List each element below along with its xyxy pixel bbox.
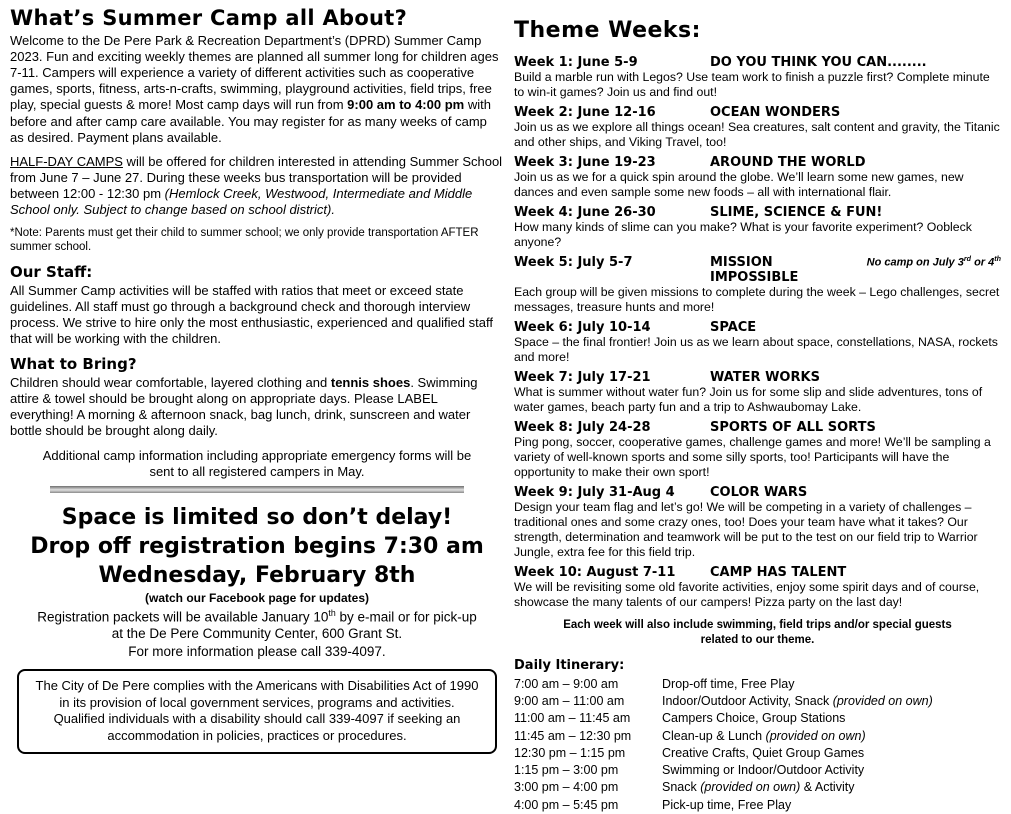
week-description: Each group will be given missions to complete during the week – Lego challenges, secret messages, treasure hunts and more! — [514, 285, 1000, 314]
week-description: We will be revisiting some old favorite activities, enjoy some spirit days and of course, showcase the many talents of our campers! Pizza party on the last day! — [514, 580, 980, 609]
week-description: Join us as we explore all things ocean! Sea creatures, salt content and gravity, the Titanic and other ships, and Viking Travel, too! — [514, 120, 1000, 149]
about-title: What’s Summer Camp all About? — [10, 6, 408, 30]
itinerary-activity: Snack (provided on own) & Activity — [662, 780, 855, 795]
week-header — [514, 485, 1001, 500]
week-description: Build a marble run with Legos? Use team work to finish a puzzle first? Complete minute to win-it games? Join us and find out! — [514, 70, 990, 99]
week-description: Space – the final frontier! Join us as we learn about space, constellations, NASA, rockets and more! — [514, 335, 998, 364]
itinerary-time: 3:00 pm – 4:00 pm — [514, 780, 619, 795]
itinerary-row — [514, 779, 1001, 796]
week-description: How many kinds of slime can you make? What is your favorite experiment? Oobleck anyone? — [514, 220, 972, 249]
theme-weeks-title: Theme Weeks: — [514, 18, 701, 43]
itinerary-activity: Clean-up & Lunch (provided on own) — [662, 728, 866, 743]
week-label: Week 2: June 12-16 — [514, 105, 656, 120]
week-theme: WATER WORKS — [710, 370, 820, 385]
additional-info: Additional camp information including appropriate emergency forms will be sent to all registered campers in May. — [42, 447, 472, 479]
itinerary-row — [514, 728, 1001, 745]
week-label: Week 7: July 17-21 — [514, 370, 651, 385]
itinerary-row — [514, 710, 1001, 727]
itinerary-activity: Drop-off time, Free Play — [662, 676, 795, 691]
contact-line: For more information please call 339-4097. — [128, 644, 386, 660]
week-item — [514, 55, 1001, 100]
registration-details: Registration packets will be available January 10th by e-mail or for pick-up at the De Pere Community Center, 600 Grant St. — [37, 607, 477, 642]
week-theme: OCEAN WONDERS — [710, 105, 841, 120]
week-header — [514, 155, 1001, 170]
week-description: Join us as we for a quick spin around the globe. We’ll learn some new games, new dances and even sample some new foods – all with international flair. — [514, 170, 964, 199]
itinerary-time: 12:30 pm – 1:15 pm — [514, 745, 626, 760]
itinerary-time: 4:00 pm – 5:45 pm — [514, 797, 619, 812]
itinerary-activity: Pick-up time, Free Play — [662, 797, 792, 812]
itinerary-time: 1:15 pm – 3:00 pm — [514, 763, 619, 778]
week-label: Week 4: June 26-30 — [514, 205, 656, 220]
half-day-paragraph: HALF-DAY CAMPS will be offered for children interested in attending Summer School from June 7 – June 27. During these weeks bus transportation will be provided between 12:00 - 12:30 pm (Hemlock Creek, Westwood, Intermediate and Middle School only. Subject to change based on school district). — [10, 153, 503, 218]
week-description: What is summer without water fun? Join us for some slip and slide adventures, tons of water games, beach party fun and a trip to Ashwaubomay Lake. — [514, 385, 983, 414]
ada-notice-box: The City of De Pere complies with the Americans with Disabilities Act of 1990 in its provision of local government services, programs and activities. Qualified individuals with a disability should call 339-4097 if seeking an accommodation in policies, practices or procedures. — [17, 669, 496, 754]
week-header — [514, 565, 1001, 580]
itinerary-row — [514, 693, 1001, 710]
itinerary-time: 11:00 am – 11:45 am — [514, 711, 631, 726]
week-label: Week 6: July 10-14 — [514, 320, 651, 335]
week-label: Week 3: June 19-23 — [514, 155, 656, 170]
week-label: Week 10: August 7-11 — [514, 565, 676, 580]
itinerary-activity: Campers Choice, Group Stations — [662, 711, 846, 726]
week-header — [514, 105, 1001, 120]
weeks-footer-note: Each week will also include swimming, field trips and/or special guests related to our theme. — [563, 619, 952, 646]
week-label: Week 8: July 24-28 — [514, 420, 651, 435]
week-item — [514, 205, 1001, 250]
week-header — [514, 255, 1001, 285]
week-theme: SPORTS OF ALL SORTS — [710, 420, 876, 435]
week-item — [514, 105, 1001, 150]
itinerary-time: 9:00 am – 11:00 am — [514, 694, 625, 709]
week-theme: DO YOU THINK YOU CAN........ — [710, 55, 927, 70]
registration-headline-1: Space is limited so don’t delay! — [61, 504, 453, 530]
summer-school-note: *Note: Parents must get their child to summer school; we only provide transportation AFTER summer school. — [10, 227, 479, 254]
week-label: Week 5: July 5-7 — [514, 255, 633, 270]
staff-paragraph: All Summer Camp activities will be staffed with ratios that meet or exceed state guidelines. All staff must go through a background check and thorough interview process. We strive to hire only the most enthusiastic, experienced and qualified staff that will be working with the children. — [10, 282, 493, 347]
itinerary-time: 7:00 am – 9:00 am — [514, 676, 619, 691]
intro-paragraph: Welcome to the De Pere Park & Recreation Department’s (DPRD) Summer Camp 2023. Fun and exciting weekly themes are planned all summer long for children ages 7-11. Campers will experience a variety of different activities such as cooperative games, sports, fitness, arts-n-crafts, swimming, playground activities, field trips, free play, special guests & more! Most camp days will run from 9:00 am to 4:00 pm with before and after camp care available. You may register for as many weeks of camp as desired. Payment plans available. — [10, 33, 499, 145]
week-label: Week 9: July 31-Aug 4 — [514, 485, 675, 500]
week-item — [514, 320, 1001, 365]
itinerary-activity: Creative Crafts, Quiet Group Games — [662, 745, 865, 760]
week-header — [514, 420, 1001, 435]
week-header — [514, 205, 1001, 220]
week-item — [514, 255, 1001, 315]
week-item — [514, 420, 1001, 480]
week-item — [514, 155, 1001, 200]
week-header — [514, 55, 1001, 70]
week-theme: COLOR WARS — [710, 485, 808, 500]
daily-itinerary-heading: Daily Itinerary: — [514, 657, 625, 673]
divider-bar — [50, 486, 465, 493]
week-item — [514, 485, 1001, 560]
registration-headline-2: Drop off registration begins 7:30 am — [30, 533, 484, 559]
itinerary-row — [514, 676, 1001, 693]
itinerary-row — [514, 745, 1001, 762]
week-note: No camp on July 3rd or 4th — [866, 255, 1001, 269]
itinerary-activity: Swimming or Indoor/Outdoor Activity — [662, 763, 865, 778]
week-label: Week 1: June 5-9 — [514, 55, 638, 70]
week-item — [514, 370, 1001, 415]
bring-paragraph: Children should wear comfortable, layered clothing and tennis shoes. Swimming attire & towel should be brought along on appropriate days. Please LABEL everything! A morning & afternoon snack, bag lunch, drink, sunscreen and water bottle should be brought along daily. — [10, 375, 478, 439]
itinerary-time: 11:45 am – 12:30 pm — [514, 728, 632, 743]
itinerary-row — [514, 797, 1001, 814]
week-header — [514, 370, 1001, 385]
registration-headline-3: Wednesday, February 8th — [98, 562, 416, 588]
week-header — [514, 320, 1001, 335]
registration-block — [10, 503, 504, 659]
week-theme: SPACE — [710, 320, 757, 335]
week-item — [514, 565, 1001, 610]
week-description: Design your team flag and let’s go! We will be competing in a variety of challenges – traditional ones and some crazy ones, too! Does your team have what it takes? Our strength, determination and teamwork will be put to the test on our field trip to Warrior Jungle, extra fee for this field trip. — [514, 500, 978, 559]
week-theme: SLIME, SCIENCE & FUN! — [710, 205, 883, 220]
facebook-note: (watch our Facebook page for updates) — [144, 590, 370, 605]
weeks-list — [514, 55, 1001, 610]
itinerary-activity: Indoor/Outdoor Activity, Snack (provided on own) — [662, 694, 933, 709]
week-theme: AROUND THE WORLD — [710, 155, 866, 170]
week-theme: MISSION IMPOSSIBLE — [710, 255, 799, 285]
bring-heading: What to Bring? — [10, 355, 137, 374]
itinerary-list — [514, 676, 1001, 814]
right-column — [514, 6, 1001, 812]
left-column — [10, 6, 504, 803]
week-description: Ping pong, soccer, cooperative games, challenge games and more! We’ll be sampling a variety of well-known sports and some silly sports, too! Participants will have the opportunity to make their own sport! — [514, 435, 991, 479]
staff-heading: Our Staff: — [10, 262, 93, 281]
week-theme: CAMP HAS TALENT — [710, 565, 847, 580]
itinerary-row — [514, 762, 1001, 779]
